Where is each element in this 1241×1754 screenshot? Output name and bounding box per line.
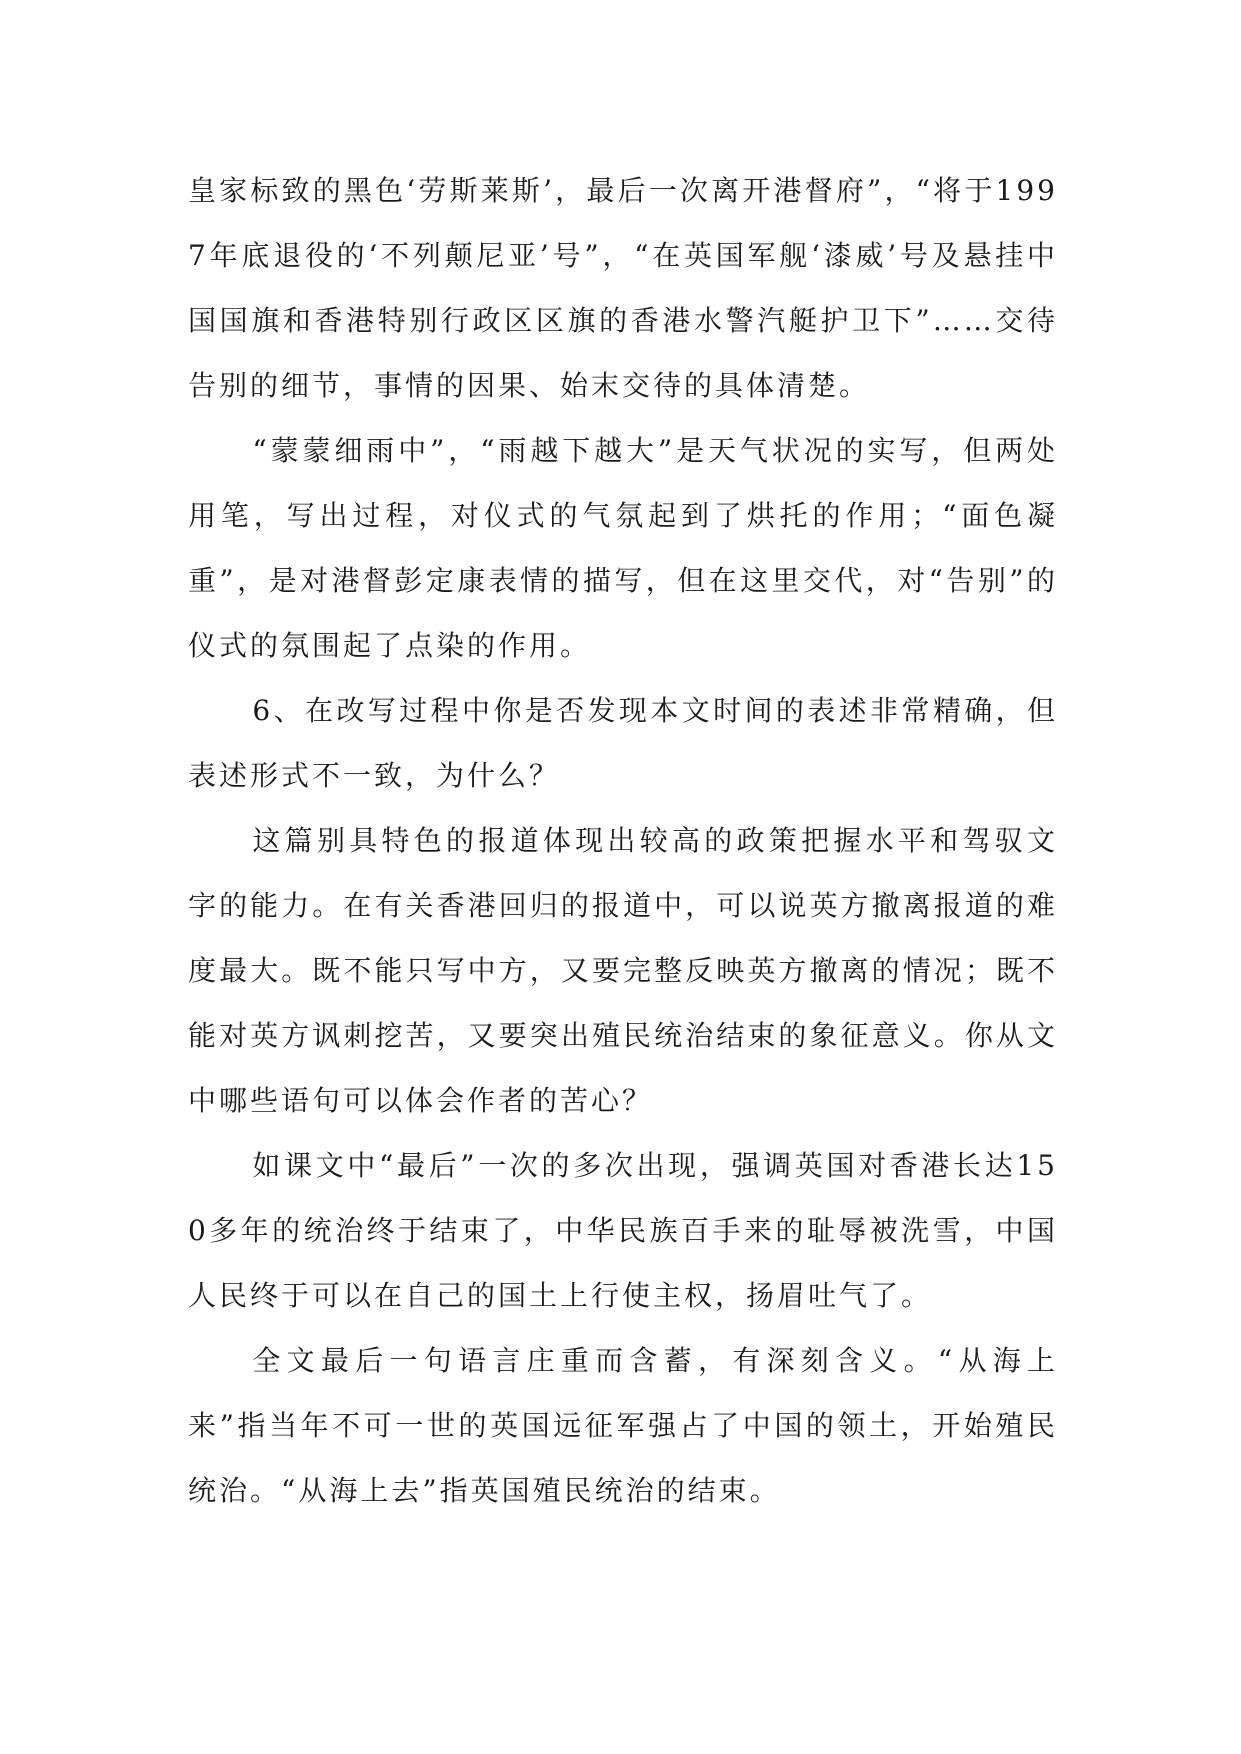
paragraph-1: 皇家标致的黑色‘劳斯莱斯’，最后一次离开港督府”，“将于1997年底退役的‘不列颠尼亚’号”，“在英国军舰‘漆威’号及悬挂中国国旗和香港特别行政区区旗的香港水警汽艇护卫下”……交待告别的细节，事情的因果、始末交待的具体清楚。 (188, 174, 1058, 402)
paragraph-2: “蒙蒙细雨中”，“雨越下越大”是天气状况的实写，但两处用笔，写出过程，对仪式的气氛起到了烘托的作用；“面色凝重”，是对港督彭定康表情的描写，但在这里交代，对“告别”的仪式的氛围起了点染的作用。 (188, 434, 1058, 662)
paragraph-4: 这篇别具特色的报道体现出较高的政策把握水平和驾驭文字的能力。在有关香港回归的报道中，可以说英方撤离报道的难度最大。既不能只写中方，又要完整反映英方撤离的情况；既不能对英方讽刺挖苦，又要突出殖民统治结束的象征意义。你从文中哪些语句可以体会作者的苦心？ (188, 824, 1058, 1117)
paragraph-5: 如课文中“最后”一次的多次出现，强调英国对香港长达150多年的统治终于结束了，中华民族百手来的耻辱被洗雪，中国人民终于可以在自己的国土上行使主权，扬眉吐气了。 (188, 1149, 1058, 1312)
paragraph-6: 全文最后一句语言庄重而含蓄，有深刻含义。“从海上来”指当年不可一世的英国远征军强占了中国的领土，开始殖民统治。“从海上去”指英国殖民统治的结束。 (188, 1344, 1058, 1507)
document-body (188, 158, 1058, 1523)
paragraph-3-question: 6、在改写过程中你是否发现本文时间的表述非常精确，但表述形式不一致，为什么？ (188, 694, 1058, 792)
